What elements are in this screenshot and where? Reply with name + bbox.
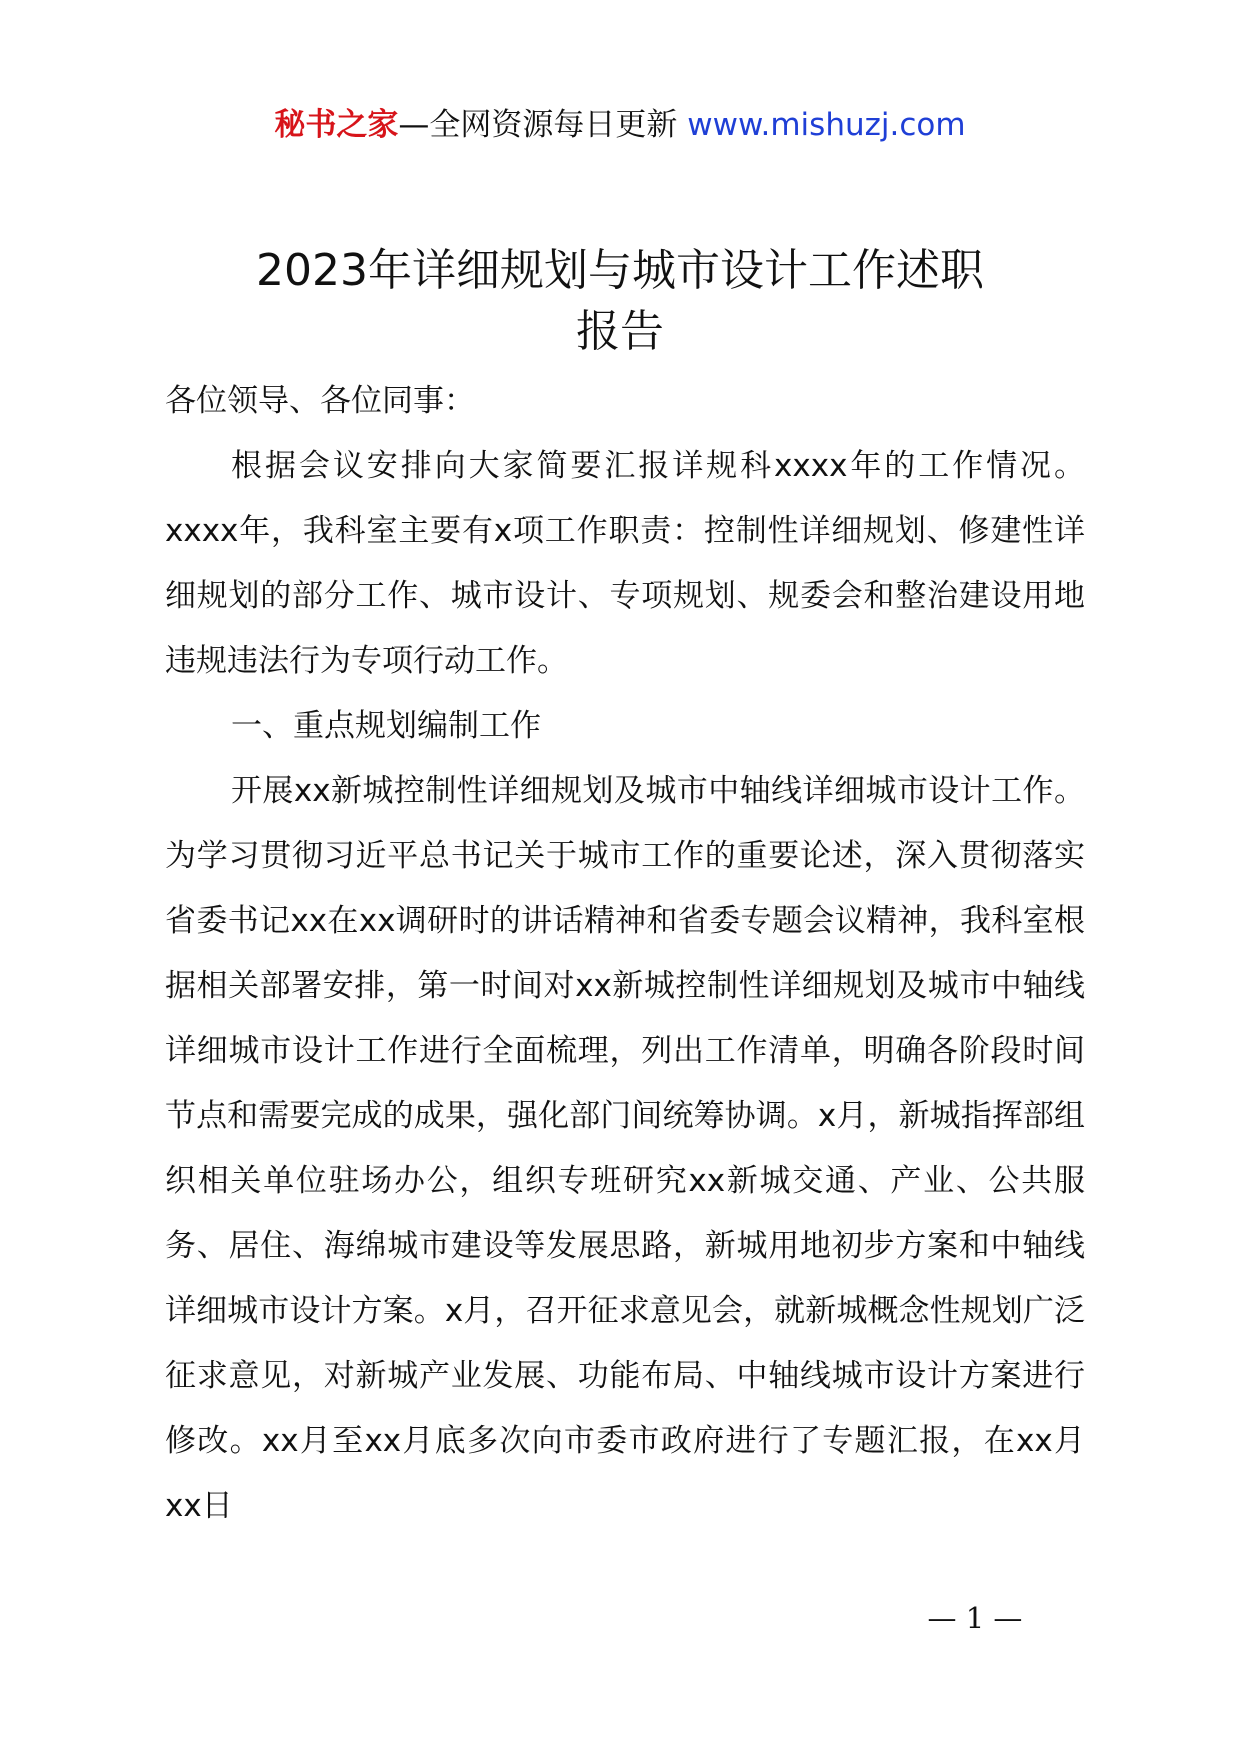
- salutation: 各位领导、各位同事：: [165, 383, 475, 419]
- paragraph-section-1: 开展xx新城控制性详细规划及城市中轴线详细城市设计工作。为学习贯彻习近平总书记关于城市工作的重要论述，深入贯彻落实省委书记xx在xx调研时的讲话精神和省委专题会议精神，我科室根据相关部署安排，第一时间对xx新城控制性详细规划及城市中轴线详细城市设计工作进行全面梳理，列出工作清单，明确各阶段时间节点和需要完成的成果，强化部门间统筹协调。x月，新城指挥部组织相关单位驻场办公，组织专班研究xx新城交通、产业、公共服务、居住、海绵城市建设等发展思路，新城用地初步方案和中轴线详细城市设计方案。x月，召开征求意见会，就新城概念性规划广泛征求意见，对新城产业发展、功能布局、中轴线城市设计方案进行修改。xx月至xx月底多次向市委市政府进行了专题汇报，在xx月xx日: [165, 773, 1085, 1524]
- document-body: [165, 369, 1085, 1539]
- title-line-1: 2023年详细规划与城市设计工作述职: [256, 245, 984, 296]
- brand-name: 秘书之家: [274, 107, 399, 143]
- title-line-2: 报告: [576, 306, 664, 357]
- page-number: — 1 —: [927, 1601, 1023, 1635]
- site-header: [0, 100, 1240, 150]
- section-heading: 一、重点规划编制工作: [231, 708, 541, 744]
- document-title: [0, 240, 1240, 362]
- site-url-link[interactable]: www.mishuzj.com: [687, 107, 966, 143]
- paragraph-intro: 根据会议安排向大家简要汇报详规科xxxx年的工作情况。xxxx年，我科室主要有x项工作职责：控制性详细规划、修建性详细规划的部分工作、城市设计、专项规划、规委会和整治建设用地违规违法行为专项行动工作。: [165, 448, 1085, 679]
- header-tagline: —全网资源每日更新: [398, 107, 678, 143]
